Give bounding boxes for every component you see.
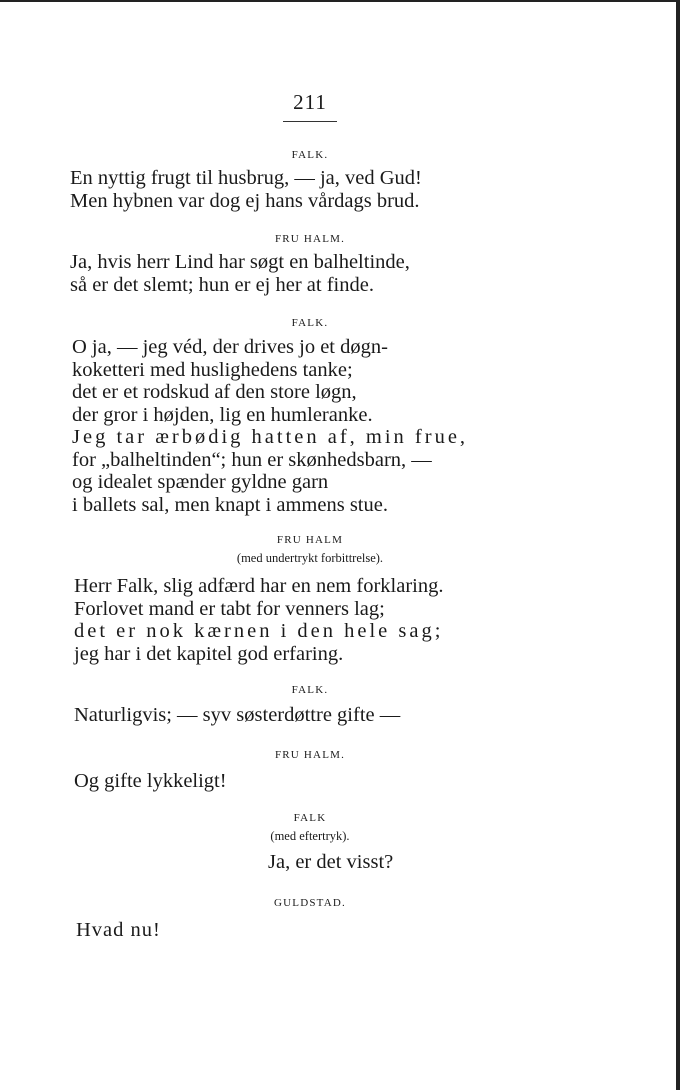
speaker-label: GULDSTAD. [274,897,346,909]
verse-line: Ja, hvis herr Lind har søgt en balheltinde, [70,251,410,273]
verse-block [268,851,393,874]
verse-line: Ja, er det visst? [268,851,394,873]
stage-direction: (med undertrykt forbittrelse). [236,551,384,565]
verse-line: Naturligvis; — syv søsterdøttre gifte — [74,704,401,726]
verse-line: så er det slemt; hun er ej her at finde. [70,273,374,296]
verse-line: koketteri med huslighedens tanke; [72,358,353,381]
verse-line: Hvad nu! [76,919,161,941]
verse-line: Og gifte lykkeligt! [74,770,227,792]
verse-line: for „balheltinden“; hun er skønhedsbarn, — [72,448,432,471]
verse-block [72,336,468,516]
verse-line: Forlovet mand er tabt for venners lag; [74,597,385,620]
speaker-label: FALK. [291,684,329,696]
speaker-label: FRU HALM. [274,233,346,245]
verse-block [76,919,161,942]
verse-line: der gror i højden, lig en humleranke. [72,403,373,426]
verse-line: i ballets sal, men knapt i ammens stue. [72,493,388,516]
verse-block [70,167,422,212]
verse-line: det er nok kærnen i den hele sag; [74,620,444,642]
verse-block [74,770,227,793]
verse-block [74,575,443,665]
speaker-label: FALK. [291,149,329,161]
page-number: 211 [293,90,327,114]
verse-line: Jeg tar ærbødig hatten af, min frue, [72,426,469,448]
verse-line: det er et rodskud af den store løgn, [72,381,357,403]
speaker-label: FALK [293,812,327,824]
verse-line: O ja, — jeg véd, der drives jo et døgn- [72,336,388,358]
verse-line: og idealet spænder gyldne garn [72,471,329,493]
verse-line: En nyttig frugt til husbrug, — ja, ved Gud! [70,167,422,189]
stage-direction: (med eftertryk). [270,829,350,843]
verse-line: Herr Falk, slig adfærd har en nem forklaring. [74,575,444,597]
speaker-label: FRU HALM. [274,749,346,761]
verse-block [70,251,410,296]
speaker-label: FALK. [291,317,329,329]
speaker-label: FRU HALM [276,534,344,546]
verse-line: Men hybnen var dog ej hans vårdags brud. [70,189,420,212]
verse-line: jeg har i det kapitel god erfaring. [74,642,344,665]
page-number-rule [283,121,337,122]
verse-block [74,704,400,727]
